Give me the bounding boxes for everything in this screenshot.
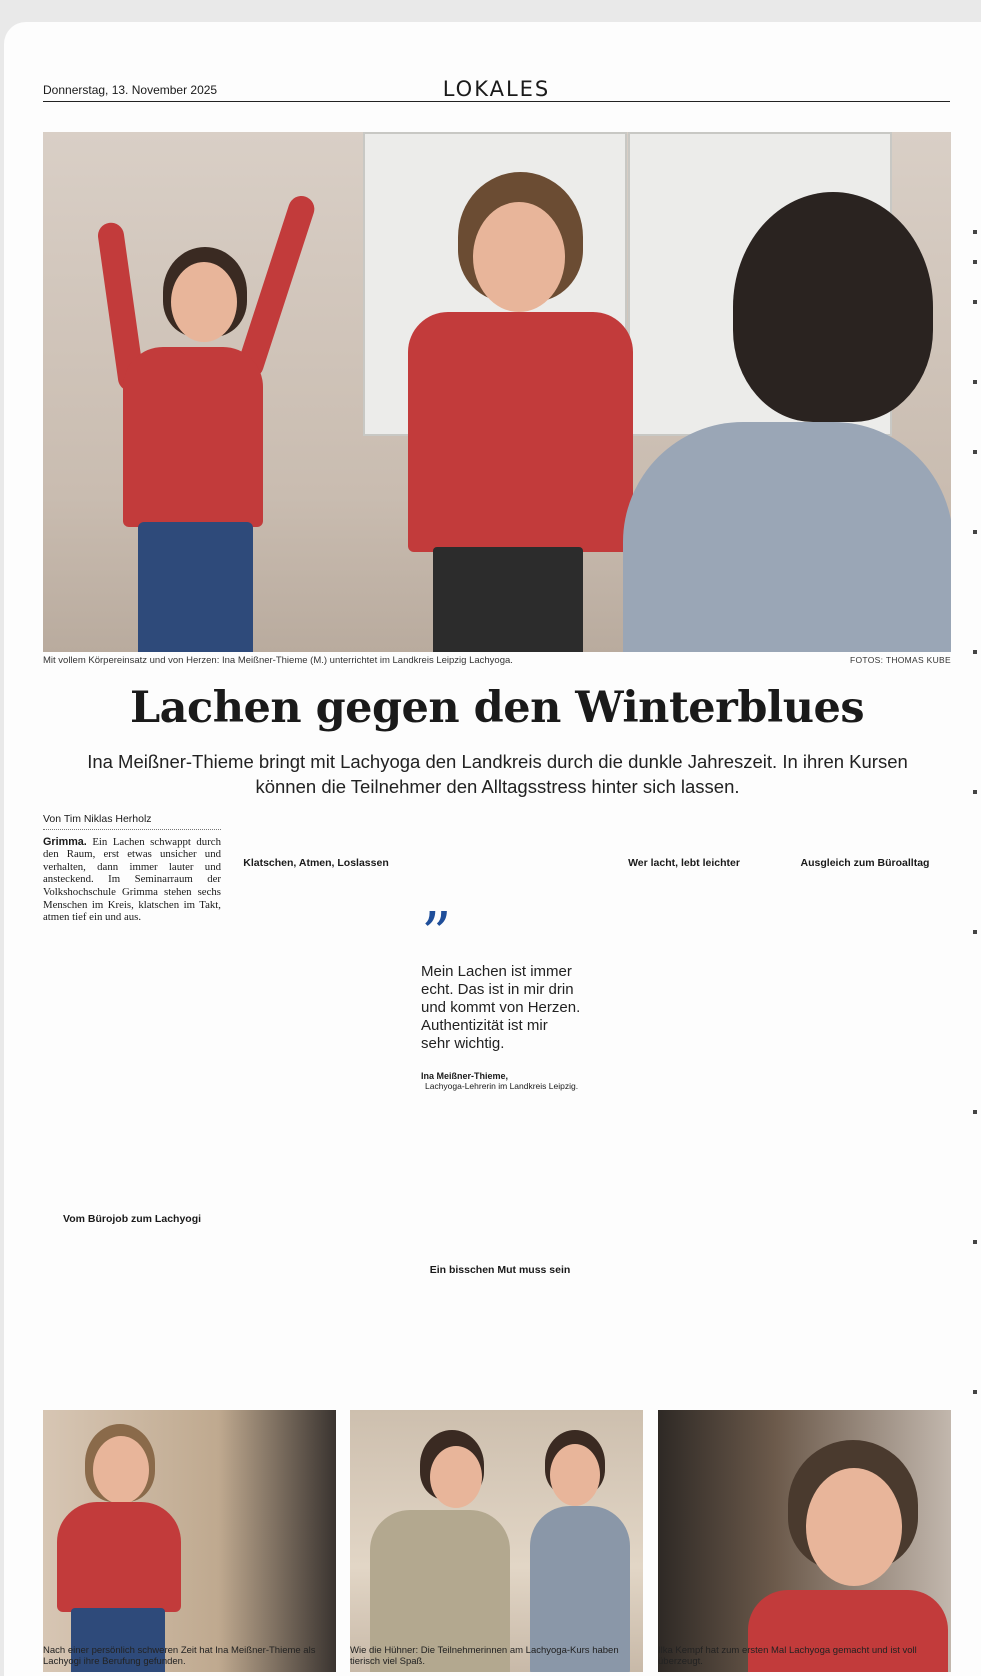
caption-photo-2: Wie die Hühner: Die Teilnehmerinnen am Lachyoga-Kurs haben tierisch viel Spaß. xyxy=(350,1645,619,1667)
article-deck: Ina Meißner-Thieme bringt mit Lachyoga den Landkreis durch die dunkle Jahreszeit. In ihren Kursen können die Teilnehmer den Alltagsstress hinter sich lassen. xyxy=(87,751,908,797)
caption-photo-3: Ilka Kempf hat zum ersten Mal Lachyoga gemacht und ist voll überzeugt. xyxy=(658,1645,917,1667)
subhead-2: Klatschen, Atmen, Loslassen xyxy=(243,856,389,869)
article-column-4 xyxy=(595,813,773,873)
pull-quote-author: Ina Meißner-Thieme, xyxy=(421,1071,509,1081)
instructor-left-figure xyxy=(53,152,353,652)
photo-participants-chicken-exercise xyxy=(350,1410,643,1672)
photo-credit: FOTOS: THOMAS KUBE xyxy=(850,655,951,665)
byline: Von Tim Niklas Herholz xyxy=(43,813,221,830)
article-headline: Lachen gegen den Winterblues xyxy=(129,683,865,733)
quote-mark-icon: ” xyxy=(421,900,452,970)
pull-quote-role: Lachyoga-Lehrerin im Landkreis Leipzig. xyxy=(425,1081,579,1091)
article-column-3 xyxy=(411,1220,589,1280)
hero-caption-row xyxy=(43,655,951,669)
section-title: LOKALES xyxy=(442,77,551,101)
participant-back-figure xyxy=(623,192,951,652)
instructor-center-figure xyxy=(403,172,643,652)
lead-text: Ein Lachen schwappt durch den Raum, erst etwas unsicher und verhalten, dann immer lauter und ansteckend. Im Seminarraum der Volkshochschule Grimma stehen sechs Menschen im Kreis, klatschen im Takt, atmen tief ein und aus. xyxy=(43,835,221,924)
article-column-1 xyxy=(43,813,221,1229)
lead-paragraph xyxy=(43,836,221,924)
page-header xyxy=(43,74,950,102)
issue-date: Donnerstag, 13. November 2025 xyxy=(43,83,218,97)
adjacent-page-edge xyxy=(968,230,981,1650)
pull-quote-text: Mein Lachen ist immer echt. Das ist in mir drin und kommt von Herzen. Authentizität ist mir sehr wichtig. xyxy=(421,963,581,1052)
article-column-2 xyxy=(227,813,405,873)
hero-caption: Mit vollem Körpereinsatz und von Herzen: Ina Meißner-Thieme (M.) unterrichtet im Landkreis Leipzig Lachyoga. xyxy=(43,655,513,666)
subhead-1: Vom Bürojob zum Lachyogi xyxy=(62,1212,202,1225)
photo-instructor-laughing xyxy=(43,1410,336,1672)
subhead-3: Ein bisschen Mut muss sein xyxy=(429,1263,571,1276)
photo-participant-smiling xyxy=(658,1410,951,1672)
hero-photo xyxy=(43,132,951,652)
subhead-5: Ausgleich zum Büroalltag xyxy=(800,856,930,869)
pull-quote xyxy=(421,900,581,1092)
dateline: Grimma. xyxy=(43,835,87,848)
body-text-unreadable xyxy=(43,930,221,943)
article-column-5 xyxy=(779,813,951,873)
caption-photo-1: Nach einer persönlich schweren Zeit hat Ina Meißner-Thieme als Lachyogi ihre Berufung gefunden. xyxy=(43,1645,316,1667)
subhead-4: Wer lacht, lebt leichter xyxy=(628,856,740,869)
